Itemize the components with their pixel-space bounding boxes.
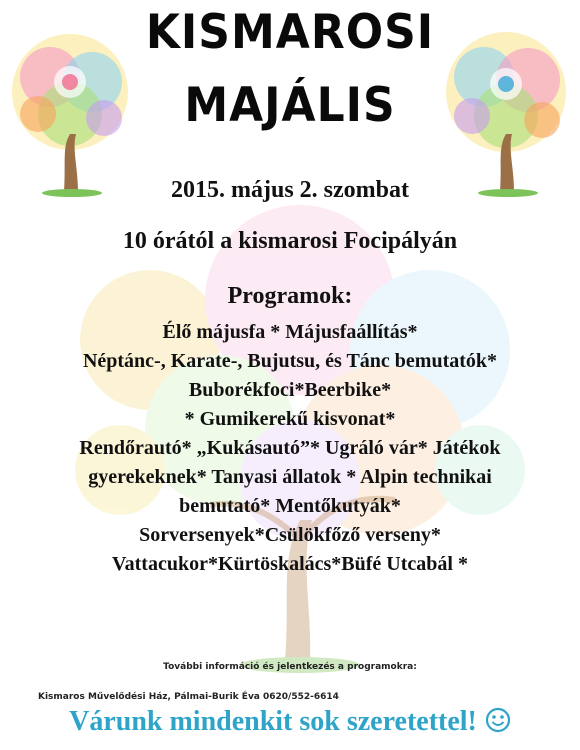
program-line: gyerekeknek* Tanyasi állatok * Alpin technikai [88, 466, 492, 488]
program-line: Vattacukor*Kürtöskalács*Büfé Utcabál * [112, 553, 468, 575]
title-line-2: MAJÁLIS [184, 77, 396, 134]
program-line: * Gumikerekű kisvonat* [184, 408, 396, 430]
contact-info: Kismaros Művelődési Ház, Pálmai-Burik Éva 0620/552-6614 [38, 692, 339, 702]
info-label: További információ és jelentkezés a programokra: [163, 662, 417, 672]
program-line: Élő májusfa * Májusfaállítás* [162, 321, 418, 343]
event-date: 2015. május 2. szombat [171, 177, 409, 203]
program-line: Sorversenyek*Csülökfőző verseny* [139, 524, 441, 546]
programs-heading: Programok: [227, 283, 353, 309]
program-line: bemutató* Mentőkutyák* [179, 495, 401, 517]
programs-list [0, 318, 580, 579]
program-line: Néptánc-, Karate-, Bujutsu, és Tánc bemutatók* [82, 350, 498, 372]
smiley-icon [485, 707, 511, 733]
closing-message [0, 706, 580, 738]
title-line-1: KISMAROSI [145, 4, 435, 61]
program-line: Rendőrautó* „Kukásautó”* Ugráló vár* Játékok [79, 437, 501, 459]
closing-text: Várunk mindenkit sok szeretettel! [69, 706, 477, 737]
event-venue: 10 órától a kismarosi Focipályán [122, 228, 458, 254]
program-line: Buborékfoci*Beerbike* [188, 379, 392, 401]
